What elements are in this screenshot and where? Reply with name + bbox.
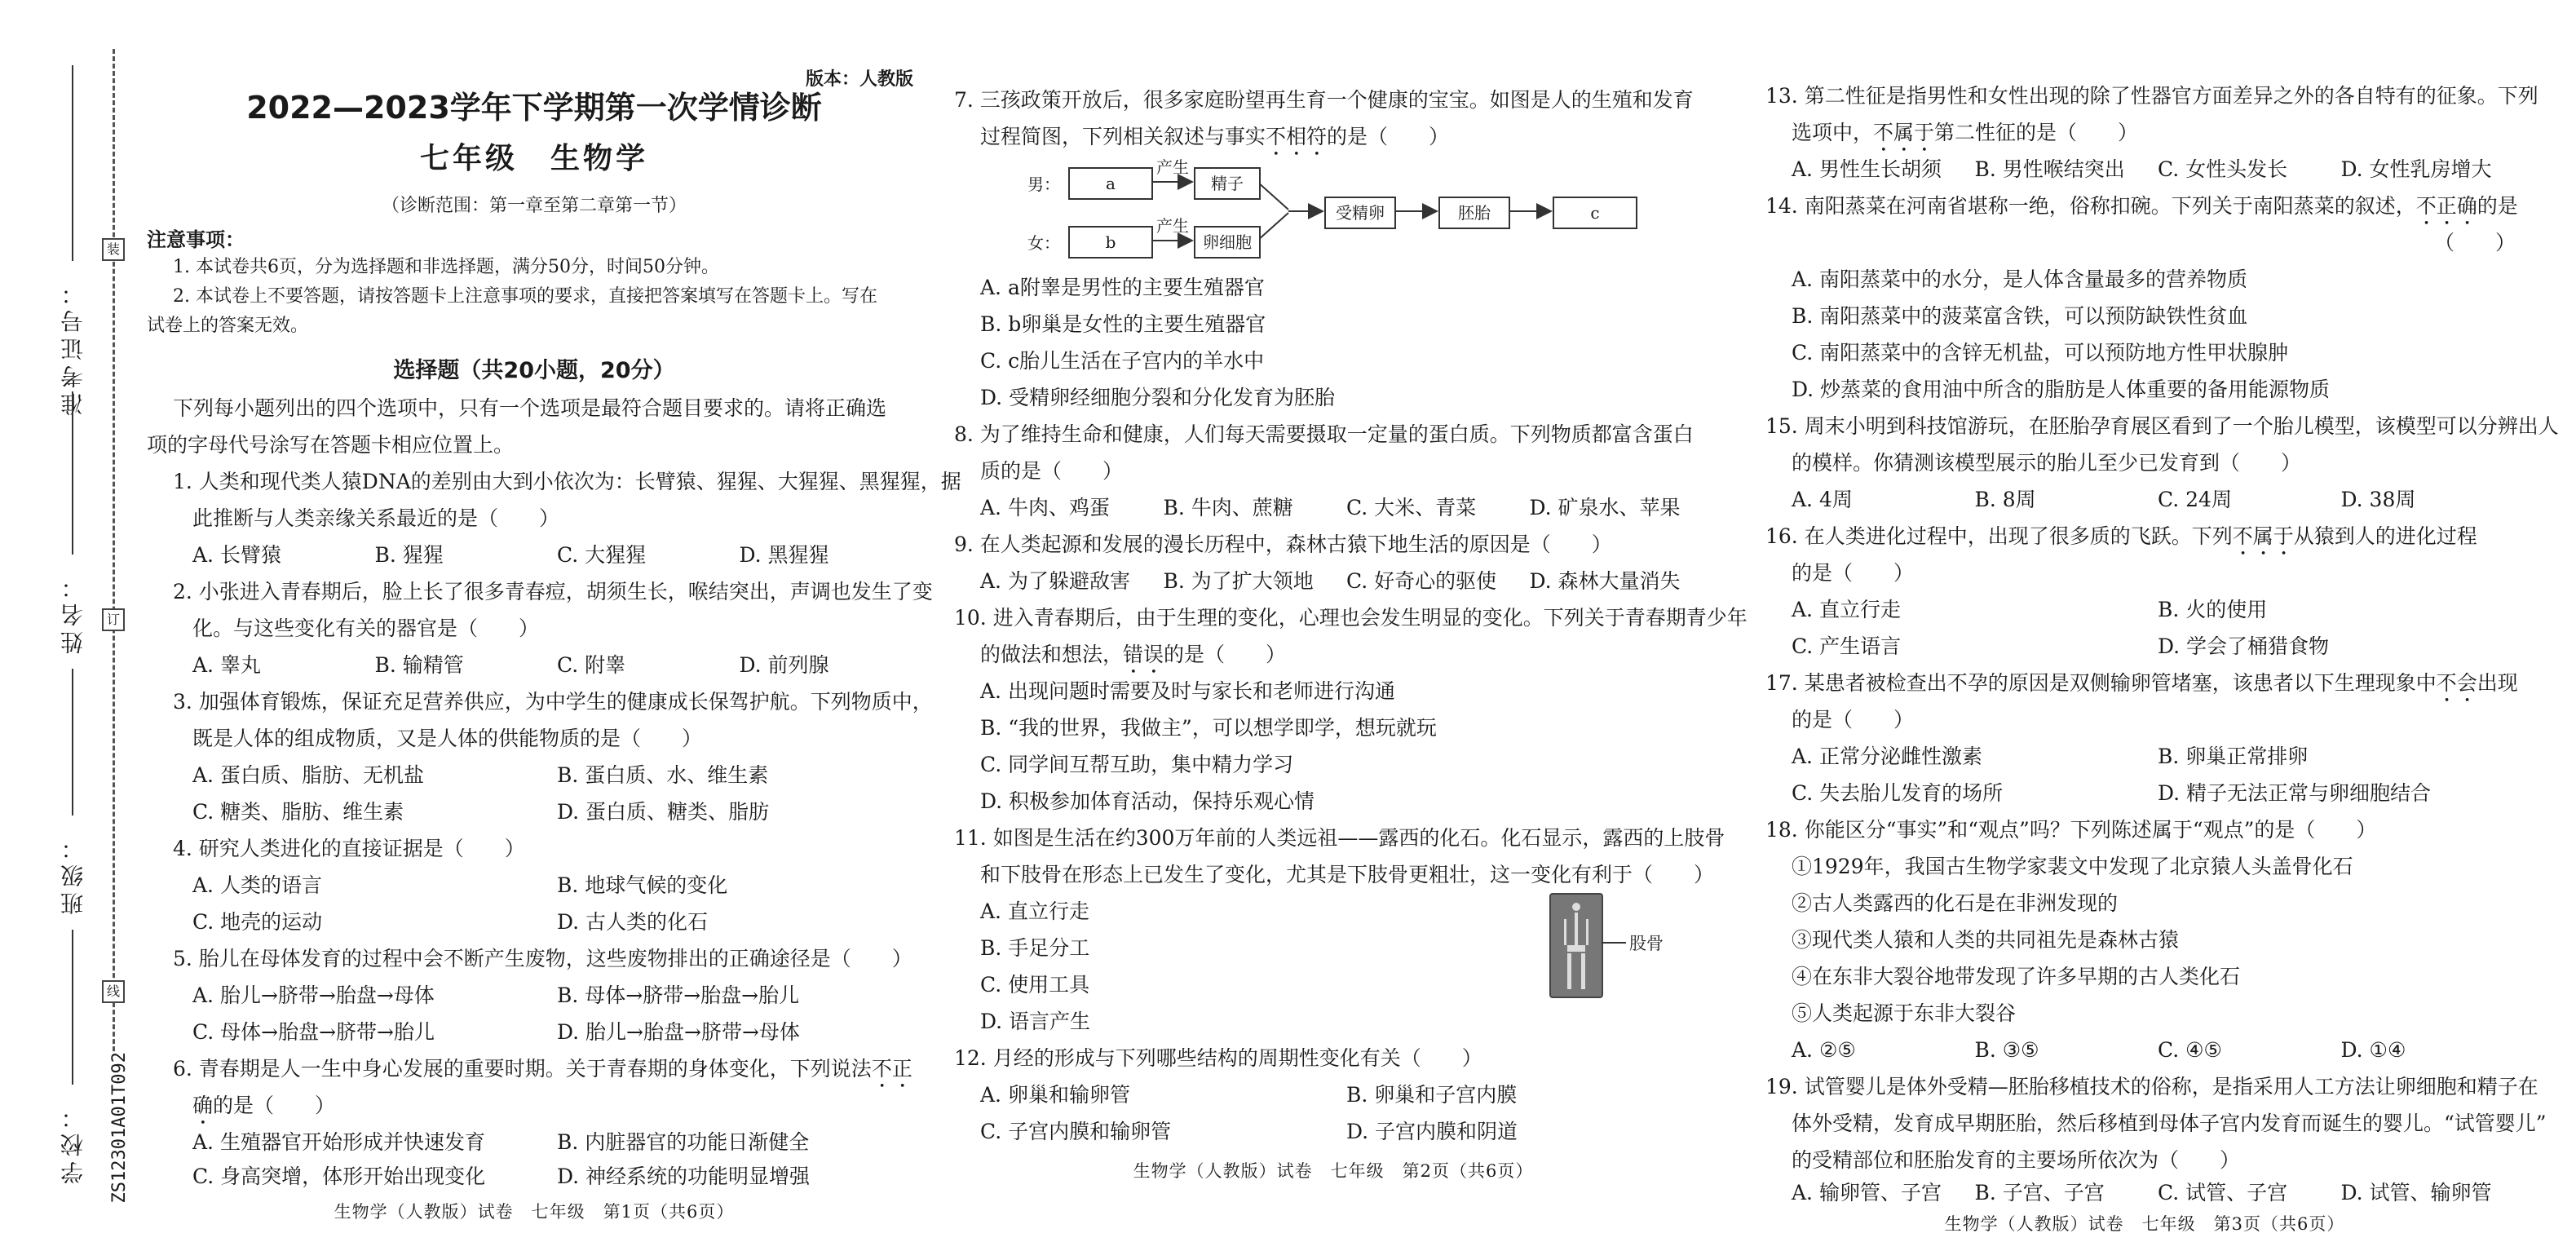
notice-1: 1. 本试卷共6页，分为选择题和非选择题，满分50分，时间50分钟。 xyxy=(173,257,719,277)
diagram-box-zygote: 受精卵 xyxy=(1324,197,1396,229)
q7-option-c[interactable]: C. c胎儿生活在子宫内的羊水中 xyxy=(980,349,1265,373)
q5-option-a[interactable]: A. 胎儿→脐带→胎盘→母体 xyxy=(192,983,435,1007)
q13-stem-b-text: 选项中， xyxy=(1792,121,1874,144)
lucy-fossil-image xyxy=(1549,893,1603,998)
q9-option-d[interactable]: D. 森林大量消失 xyxy=(1529,569,1681,593)
q11-stem-a: 11. 如图是生活在约300万年前的人类远祖——露西的化石。化石显示，露西的上肢骨 xyxy=(954,826,1725,850)
diagram-produce-1: 产生 xyxy=(1156,157,1189,177)
edition-label: 版本：人教版 xyxy=(805,69,913,90)
q12-option-c[interactable]: C. 子宫内膜和输卵管 xyxy=(980,1120,1172,1143)
q16-emphasis: 不属于 xyxy=(2232,524,2294,548)
q7-stem-b-text: 过程简图，下列相关叙述与事实 xyxy=(980,125,1266,148)
binding-margin xyxy=(0,0,130,1242)
q18-option-a[interactable]: A. ②⑤ xyxy=(1792,1038,1856,1062)
femur-label: 股骨 xyxy=(1629,934,1664,953)
q18-statement-2: ②古人类露西的化石是在非洲发现的 xyxy=(1792,891,2119,915)
q9-option-b[interactable]: B. 为了扩大领地 xyxy=(1163,569,1314,593)
diagram-box-a: a xyxy=(1068,167,1153,200)
q3-option-b[interactable]: B. 蛋白质、水、维生素 xyxy=(557,763,769,787)
q18-option-d[interactable]: D. ①④ xyxy=(2340,1038,2406,1062)
q3-options-row1 xyxy=(147,757,921,793)
page-1-footer: 生物学（人教版）试卷 七年级 第1页（共6页） xyxy=(334,1202,735,1222)
q7-option-a[interactable]: A. a附睾是男性的主要生殖器官 xyxy=(980,276,1265,299)
exam-subtitle: 七年级 生物学 xyxy=(419,142,648,175)
q2-stem-a: 2. 小张进入青春期后，脸上长了很多青春痘，胡须生长，喉结突出，声调也发生了变 xyxy=(173,580,933,603)
q16-options-row2 xyxy=(1765,628,2524,665)
q12-option-b[interactable]: B. 卵巢和子宫内膜 xyxy=(1346,1083,1518,1107)
diagram-box-embryo: 胚胎 xyxy=(1438,197,1510,229)
page-2 xyxy=(954,0,1748,1242)
q17-option-c[interactable]: C. 失去胎儿发育的场所 xyxy=(1792,781,2004,805)
q10-stem-b-text: 的做法和想法， xyxy=(980,643,1124,666)
q11-option-d[interactable]: D. 语言产生 xyxy=(980,1010,1091,1033)
q17-options-row2 xyxy=(1765,775,2524,811)
q3-stem-a: 3. 加强体育锻炼，保证充足营养供应，为中学生的健康成长保驾护航。下列物质中， xyxy=(173,690,933,714)
q17-stem-a-end: 出现 xyxy=(2477,671,2518,695)
q1-option-a[interactable]: A. 长臂猿 xyxy=(192,543,281,567)
diagram-female-label: 女： xyxy=(1027,233,1060,253)
q17-emphasis: 不会 xyxy=(2436,671,2477,695)
q3-option-c[interactable]: C. 糖类、脂肪、维生素 xyxy=(192,800,404,824)
q14-option-a[interactable]: A. 南阳蒸菜中的水分，是人体含量最多的营养物质 xyxy=(1792,267,2247,291)
q14-option-b[interactable]: B. 南阳蒸菜中的菠菜富含铁，可以预防缺铁性贫血 xyxy=(1792,304,2248,328)
q12-options-row2 xyxy=(954,1113,1712,1150)
q7-stem-b-end: 的是（ ） xyxy=(1327,125,1450,148)
q16-stem-a-end: 从猿到人的进化过程 xyxy=(2293,524,2477,548)
q10-stem-a: 10. 进入青春期后，由于生理的变化，心理也会发生明显的变化。下列关于青春期青少年 xyxy=(954,606,1748,630)
q10-option-c[interactable]: C. 同学间互帮互助，集中精力学习 xyxy=(980,753,1294,776)
q14-stem-a-text: 14. 南阳蒸菜在河南省堪称一绝，俗称扣碗。下列关于南阳蒸菜的叙述， xyxy=(1765,194,2416,218)
q13-options xyxy=(1765,151,2524,188)
q1-stem-b: 此推断与人类亲缘关系最近的是（ ） xyxy=(192,506,560,530)
q18-statement-4: ④在东非大裂谷地带发现了许多早期的古人类化石 xyxy=(1792,965,2241,988)
q19-options xyxy=(1765,1174,2524,1211)
q13-option-b[interactable]: B. 男性喉结突出 xyxy=(1974,157,2125,181)
seal-mark-3: 线 xyxy=(102,980,125,1003)
q7-stem-a: 7. 三孩政策开放后，很多家庭盼望再生育一个健康的宝宝。如图是人的生殖和发育 xyxy=(954,88,1694,112)
q7-emphasis: 不相符 xyxy=(1266,125,1328,148)
q2-option-a[interactable]: A. 睾丸 xyxy=(192,653,261,677)
q8-option-b[interactable]: B. 牛肉、蔗糖 xyxy=(1163,496,1293,519)
q14-option-d[interactable]: D. 炒蒸菜的食用油中所含的脂肪是人体重要的备用能源物质 xyxy=(1792,378,2331,401)
q19-option-c[interactable]: C. 试管、子宫 xyxy=(2158,1181,2288,1204)
q16-option-c[interactable]: C. 产生语言 xyxy=(1792,634,1902,658)
diagram-box-sperm: 精子 xyxy=(1194,167,1261,200)
page-1 xyxy=(147,0,961,1242)
class-line[interactable] xyxy=(72,669,73,815)
q17-stem-b: 的是（ ） xyxy=(1792,708,1915,731)
q8-options xyxy=(954,489,1712,526)
q19-stem-b: 体外受精，发育成早期胚胎，然后移植到母体子宫内发育而诞生的婴儿。“试管婴儿” xyxy=(1792,1112,2547,1135)
section-intro-b: 项的字母代号涂写在答题卡相应位置上。 xyxy=(147,433,515,457)
q13-option-d[interactable]: D. 女性乳房增大 xyxy=(2340,157,2492,181)
q9-options xyxy=(954,563,1712,599)
q6-options-row1 xyxy=(147,1124,921,1160)
q8-option-d[interactable]: D. 矿泉水、苹果 xyxy=(1529,496,1681,519)
exam-id-line[interactable] xyxy=(72,65,73,261)
q8-option-a[interactable]: A. 牛肉、鸡蛋 xyxy=(980,496,1110,519)
q9-option-a[interactable]: A. 为了躲避敌害 xyxy=(980,569,1130,593)
q2-option-b[interactable]: B. 输精管 xyxy=(374,653,464,677)
q14-emphasis: 不正确 xyxy=(2415,194,2477,218)
q5-options-row2 xyxy=(147,1014,921,1050)
q7-option-d[interactable]: D. 受精卵经细胞分裂和分化发育为胚胎 xyxy=(980,386,1336,409)
q4-options-row1 xyxy=(147,867,921,904)
q12-stem: 12. 月经的形成与下列哪些结构的周期性变化有关（ ） xyxy=(954,1046,1482,1070)
class-label: 班级： xyxy=(60,832,86,915)
diagram-box-b: b xyxy=(1068,226,1153,259)
q11-stem-b: 和下肢骨在形态上已发生了变化，尤其是下肢骨更粗壮，这一变化有利于（ ） xyxy=(980,863,1715,886)
q3-option-a[interactable]: A. 蛋白质、脂肪、无机盐 xyxy=(192,763,424,787)
q3-option-d[interactable]: D. 蛋白质、糖类、脂肪 xyxy=(557,800,770,824)
q9-stem: 9. 在人类起源和发展的漫长历程中，森林古猿下地生活的原因是（ ） xyxy=(954,533,1612,556)
exam-id-label: 准考证号： xyxy=(60,277,86,416)
q14-stem-a-end: 的是 xyxy=(2477,194,2518,218)
q8-stem-a: 8. 为了维持生命和健康，人们每天需要摄取一定量的蛋白质。下列物质都富含蛋白 xyxy=(954,422,1694,446)
q17-option-b[interactable]: B. 卵巢正常排卵 xyxy=(2158,745,2309,768)
q8-option-c[interactable]: C. 大米、青菜 xyxy=(1346,496,1477,519)
q15-option-b[interactable]: B. 8周 xyxy=(1974,488,2036,511)
q15-stem-a: 15. 周末小明到科技馆游玩，在胚胎孕育展区看到了一个胎儿模型，该模型可以分辨出人 xyxy=(1765,414,2559,438)
q16-stem-b: 的是（ ） xyxy=(1792,561,1915,585)
q7-option-b[interactable]: B. b卵巢是女性的主要生殖器官 xyxy=(980,312,1266,336)
diagram-box-egg: 卵细胞 xyxy=(1194,226,1261,259)
paper-code: ZS12301A01T092 xyxy=(109,1052,130,1204)
femur-pointer xyxy=(1602,942,1626,944)
q17-options-row1 xyxy=(1765,738,2524,775)
q5-stem: 5. 胎儿在母体发育的过程中会不断产生废物，这些废物排出的正确途径是（ ） xyxy=(173,947,912,970)
q10-stem-b-end: 的是（ ） xyxy=(1164,643,1287,666)
q12-options-row1 xyxy=(954,1076,1712,1113)
notice-2b: 试卷上的答案无效。 xyxy=(147,316,309,336)
q10-option-d[interactable]: D. 积极参加体育活动，保持乐观心情 xyxy=(980,789,1315,813)
q13-stem-b-end: 第二性征的是（ ） xyxy=(1934,121,2139,144)
q19-option-b[interactable]: B. 子宫、子宫 xyxy=(1974,1181,2105,1204)
name-label: 姓名： xyxy=(60,571,86,654)
name-line[interactable] xyxy=(72,391,73,555)
q14-stem-b: （ ） xyxy=(2433,231,2516,254)
q15-stem-b: 的模样。你猜测该模型展示的胎儿至少已发育到（ ） xyxy=(1792,451,2302,475)
q1-options xyxy=(147,537,921,573)
q18-statement-1: ①1929年，我国古生物学家裴文中发现了北京猿人头盖骨化石 xyxy=(1792,855,2353,878)
q19-option-a[interactable]: A. 输卵管、子宫 xyxy=(1792,1181,1942,1204)
q4-option-d[interactable]: D. 古人类的化石 xyxy=(557,910,709,934)
q3-options-row2 xyxy=(147,793,921,830)
q6-stem-b-text: 的是（ ） xyxy=(213,1094,336,1117)
q8-stem-b: 质的是（ ） xyxy=(980,459,1124,483)
q11-option-c[interactable]: C. 使用工具 xyxy=(980,973,1090,997)
q16-stem-a-text: 16. 在人类进化过程中，出现了很多质的飞跃。下列 xyxy=(1765,524,2233,548)
q12-option-a[interactable]: A. 卵巢和输卵管 xyxy=(980,1083,1130,1107)
q15-option-c[interactable]: C. 24周 xyxy=(2158,488,2232,511)
q2-option-c[interactable]: C. 附睾 xyxy=(557,653,626,677)
diagram-produce-2: 产生 xyxy=(1156,216,1189,236)
q6-option-a[interactable]: A. 生殖器官开始形成并快速发育 xyxy=(192,1130,485,1154)
q15-option-a[interactable]: A. 4周 xyxy=(1792,488,1853,511)
q5-option-b[interactable]: B. 母体→脐带→胎盘→胎儿 xyxy=(557,983,800,1007)
q7-stem-b xyxy=(954,118,1712,161)
q6-option-c[interactable]: C. 身高突增，体形开始出现变化 xyxy=(192,1165,486,1188)
school-label: 学校： xyxy=(60,1101,86,1184)
q4-option-c[interactable]: C. 地壳的运动 xyxy=(192,910,323,934)
q1-option-d[interactable]: D. 黑猩猩 xyxy=(739,543,829,567)
q18-statement-5: ⑤人类起源于东非大裂谷 xyxy=(1792,1001,2017,1025)
q13-emphasis: 不属于 xyxy=(1873,121,1935,144)
q15-options xyxy=(1765,481,2524,518)
q1-option-c[interactable]: C. 大猩猩 xyxy=(557,543,647,567)
q2-stem-b: 化。与这些变化有关的器官是（ ） xyxy=(192,617,540,640)
q3-stem-b: 既是人体的组成物质，又是人体的供能物质的是（ ） xyxy=(192,727,703,750)
section-title: 选择题（共20小题，20分） xyxy=(393,358,675,383)
q6-emphasis-a: 不正 xyxy=(871,1057,912,1081)
q16-options-row1 xyxy=(1765,591,2524,628)
seal-mark-1: 装 xyxy=(102,238,125,261)
q15-option-d[interactable]: D. 38周 xyxy=(2340,488,2416,511)
q5-option-c[interactable]: C. 母体→胎盘→脐带→胎儿 xyxy=(192,1020,435,1044)
reproduction-diagram xyxy=(1027,159,1647,269)
q5-option-d[interactable]: D. 胎儿→胎盘→脐带→母体 xyxy=(557,1020,800,1044)
q13-stem-a: 13. 第二性征是指男性和女性出现的除了性器官方面差异之外的各自特有的征象。下列 xyxy=(1765,84,2538,108)
q16-option-d[interactable]: D. 学会了桶猎食物 xyxy=(2158,634,2330,658)
q17-stem-a-text: 17. 某患者被检查出不孕的原因是双侧输卵管堵塞，该患者以下生理现象中 xyxy=(1765,671,2437,695)
q17-option-a[interactable]: A. 正常分泌雌性激素 xyxy=(1792,745,1982,768)
q6-option-b[interactable]: B. 内脏器官的功能日渐健全 xyxy=(557,1130,810,1154)
q13-option-c[interactable]: C. 女性头发长 xyxy=(2158,157,2288,181)
q10-option-a[interactable]: A. 出现问题时需要及时与家长和老师进行沟通 xyxy=(980,679,1395,703)
school-line[interactable] xyxy=(72,930,73,1085)
q18-option-c[interactable]: C. ④⑤ xyxy=(2158,1038,2222,1062)
q4-options-row2 xyxy=(147,904,921,940)
q18-options xyxy=(1765,1032,2524,1068)
q14-option-c[interactable]: C. 南阳蒸菜中的含锌无机盐，可以预防地方性甲状腺肿 xyxy=(1792,341,2289,365)
q18-option-b[interactable]: B. ③⑤ xyxy=(1974,1038,2039,1062)
diagram-male-label: 男： xyxy=(1027,175,1060,194)
notice-heading: 注意事项： xyxy=(147,228,245,251)
q5-options-row1 xyxy=(147,977,921,1014)
q18-statement-3: ③现代类人猿和人类的共同祖先是森林古猿 xyxy=(1792,928,2180,952)
q4-option-b[interactable]: B. 地球气候的变化 xyxy=(557,873,728,897)
q1-stem-a: 1. 人类和现代类人猿DNA的差别由大到小依次为：长臂猿、猩猩、大猩猩、黑猩猩，据 xyxy=(173,470,961,493)
q2-option-d[interactable]: D. 前列腺 xyxy=(739,653,829,677)
q6-options-row2 xyxy=(147,1158,921,1195)
q2-options xyxy=(147,647,921,683)
q10-emphasis: 错误 xyxy=(1123,643,1164,666)
q11-option-a[interactable]: A. 直立行走 xyxy=(980,899,1089,923)
q16-option-a[interactable]: A. 直立行走 xyxy=(1792,598,1901,621)
diagram-box-c: c xyxy=(1553,197,1637,229)
q6-option-d[interactable]: D. 神经系统的功能明显增强 xyxy=(557,1165,811,1188)
q11-option-b[interactable]: B. 手足分工 xyxy=(980,936,1090,960)
q17-option-d[interactable]: D. 精子无法正常与卵细胞结合 xyxy=(2158,781,2432,805)
q6-emphasis-b: 确 xyxy=(192,1094,214,1117)
notice-2a: 2. 本试卷上不要答题，请按答题卡上注意事项的要求，直接把答案填写在答题卡上。写在 xyxy=(173,286,877,307)
q9-option-c[interactable]: C. 好奇心的驱使 xyxy=(1346,569,1497,593)
seal-mark-2: 订 xyxy=(102,608,125,631)
q16-option-b[interactable]: B. 火的使用 xyxy=(2158,598,2268,621)
q13-option-a[interactable]: A. 男性生长胡须 xyxy=(1792,157,1942,181)
q6-stem-a-text: 6. 青春期是人一生中身心发展的重要时期。关于青春期的身体变化，下列说法 xyxy=(173,1057,872,1081)
q4-option-a[interactable]: A. 人类的语言 xyxy=(192,873,322,897)
q19-stem-c: 的受精部位和胚胎发育的主要场所依次为（ ） xyxy=(1792,1148,2241,1172)
q18-stem: 18. 你能区分“事实”和“观点”吗？下列陈述属于“观点”的是（ ） xyxy=(1765,818,2377,842)
q19-option-d[interactable]: D. 试管、输卵管 xyxy=(2340,1181,2492,1204)
page-3 xyxy=(1765,0,2559,1242)
page-3-footer: 生物学（人教版）试卷 七年级 第3页（共6页） xyxy=(1944,1214,2345,1234)
exam-scope: （诊断范围：第一章至第二章第一节） xyxy=(381,196,687,216)
exam-title: 2022—2023学年下学期第一次学情诊断 xyxy=(246,90,822,126)
q1-option-b[interactable]: B. 猩猩 xyxy=(374,543,444,567)
q4-stem: 4. 研究人类进化的直接证据是（ ） xyxy=(173,837,525,860)
page-2-footer: 生物学（人教版）试卷 七年级 第2页（共6页） xyxy=(1133,1161,1534,1181)
section-intro-a: 下列每小题列出的四个选项中，只有一个选项是最符合题目要求的。请将正确选 xyxy=(173,396,887,420)
q12-option-d[interactable]: D. 子宫内膜和阴道 xyxy=(1346,1120,1518,1143)
q19-stem-a: 19. 试管婴儿是体外受精—胚胎移植技术的俗称，是指采用人工方法让卵细胞和精子在 xyxy=(1765,1075,2538,1098)
q10-option-b[interactable]: B. “我的世界，我做主”，可以想学即学，想玩就玩 xyxy=(980,716,1437,740)
